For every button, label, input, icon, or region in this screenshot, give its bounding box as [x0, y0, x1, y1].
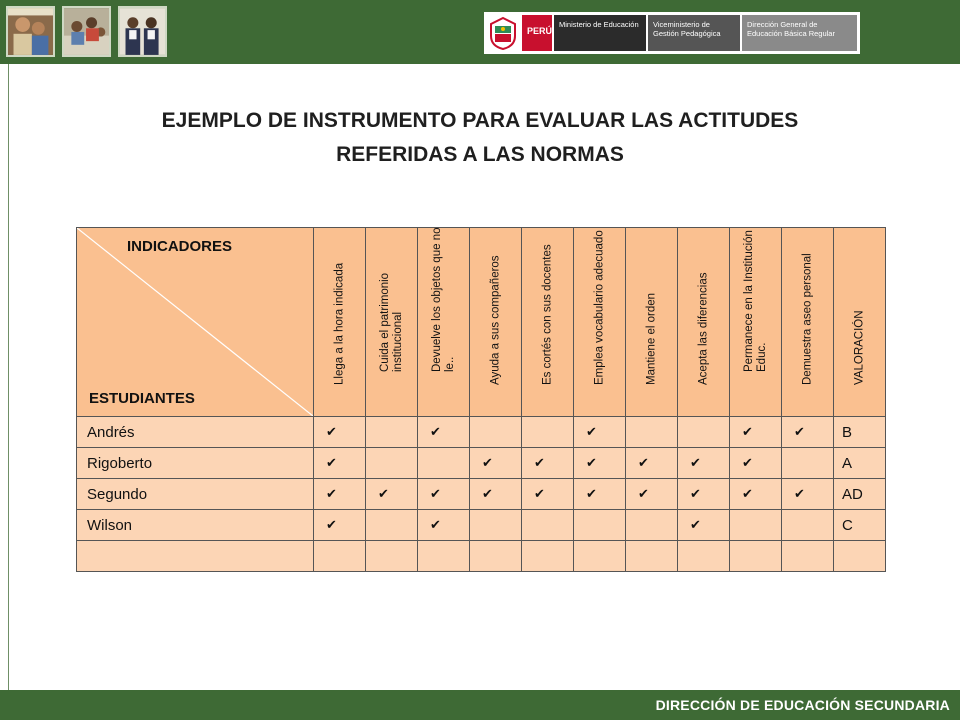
children-photo-3	[118, 6, 167, 57]
top-banner	[0, 0, 960, 64]
check-mark-icon: ✔	[678, 479, 730, 510]
empty-check-cell	[574, 541, 626, 572]
check-mark-icon: ✔	[314, 448, 366, 479]
empty-check-cell	[366, 417, 418, 448]
check-mark-icon: ✔	[730, 448, 782, 479]
title-line-1: EJEMPLO DE INSTRUMENTO PARA EVALUAR LAS ACTITUDES	[161, 109, 799, 132]
empty-check-cell	[626, 510, 678, 541]
footer-label: DIRECCIÓN DE EDUCACIÓN SECUNDARIA	[655, 697, 950, 713]
logo-ministerio-label: Ministerio de Educación	[554, 15, 646, 51]
empty-check-cell	[730, 541, 782, 572]
empty-check-cell	[626, 417, 678, 448]
ministry-logo	[484, 12, 860, 54]
indicator-header-1: Llega a la hora indicada	[314, 228, 366, 417]
empty-check-cell	[470, 541, 522, 572]
check-mark-icon: ✔	[574, 448, 626, 479]
empty-check-cell	[678, 417, 730, 448]
check-mark-icon: ✔	[314, 479, 366, 510]
student-name-cell: Wilson	[77, 510, 314, 541]
student-name-cell: Segundo	[77, 479, 314, 510]
check-mark-icon: ✔	[782, 479, 834, 510]
table-header-row	[77, 228, 886, 417]
check-mark-icon: ✔	[418, 479, 470, 510]
indicator-header-6: Emplea vocabulario adecuado	[574, 228, 626, 417]
check-mark-icon: ✔	[782, 417, 834, 448]
logo-peru-label: PERÚ	[522, 15, 552, 51]
estudiantes-label: ESTUDIANTES	[89, 390, 195, 407]
left-border-line	[8, 64, 9, 690]
indicator-header-8: Acepta las diferencias	[678, 228, 730, 417]
indicator-header-5: Es cortés con sus docentes	[522, 228, 574, 417]
table-row	[77, 510, 886, 541]
empty-check-cell	[418, 541, 470, 572]
empty-check-cell	[522, 541, 574, 572]
logo-viceministerio-label: Viceministerio de Gestión Pedagógica	[648, 15, 740, 51]
valoracion-cell	[834, 541, 886, 572]
evaluation-table	[76, 227, 886, 572]
empty-check-cell	[522, 510, 574, 541]
peru-seal-icon	[488, 16, 518, 50]
children-photo-2	[62, 6, 111, 57]
check-mark-icon: ✔	[470, 479, 522, 510]
empty-check-cell	[366, 541, 418, 572]
indicator-header-10: Demuestra aseo personal	[782, 228, 834, 417]
page-title	[60, 104, 900, 172]
valoracion-cell: C	[834, 510, 886, 541]
valoracion-cell: A	[834, 448, 886, 479]
children-photo-1	[6, 6, 55, 57]
diagonal-divider	[77, 228, 313, 416]
valoracion-cell: AD	[834, 479, 886, 510]
check-mark-icon: ✔	[574, 479, 626, 510]
empty-check-cell	[782, 541, 834, 572]
check-mark-icon: ✔	[418, 417, 470, 448]
valoracion-cell: B	[834, 417, 886, 448]
logo-direccion-label: Dirección General de Educación Básica Regular	[742, 15, 857, 51]
indicator-header-7: Mantiene el orden	[626, 228, 678, 417]
check-mark-icon: ✔	[574, 417, 626, 448]
check-mark-icon: ✔	[522, 479, 574, 510]
student-name-cell	[77, 541, 314, 572]
check-mark-icon: ✔	[314, 417, 366, 448]
check-mark-icon: ✔	[470, 448, 522, 479]
table-row	[77, 479, 886, 510]
indicator-header-9: Permanece en la Institución Educ.	[730, 228, 782, 417]
indicator-header-4: Ayuda a sus compañeros	[470, 228, 522, 417]
empty-check-cell	[522, 417, 574, 448]
indicator-header-3: Devuelve los objetos que no le..	[418, 228, 470, 417]
empty-check-cell	[366, 510, 418, 541]
check-mark-icon: ✔	[418, 510, 470, 541]
table-row	[77, 448, 886, 479]
indicadores-label: INDICADORES	[127, 238, 233, 255]
check-mark-icon: ✔	[366, 479, 418, 510]
check-mark-icon: ✔	[626, 448, 678, 479]
indicator-header-2: Cuida el patrimonio institucional	[366, 228, 418, 417]
valoracion-header: VALORACIÓN	[834, 228, 886, 417]
empty-check-cell	[730, 510, 782, 541]
student-name-cell: Andrés	[77, 417, 314, 448]
student-name-cell: Rigoberto	[77, 448, 314, 479]
check-mark-icon: ✔	[314, 510, 366, 541]
check-mark-icon: ✔	[730, 417, 782, 448]
table-row	[77, 417, 886, 448]
title-line-2: REFERIDAS A LAS NORMAS	[336, 143, 624, 166]
empty-check-cell	[418, 448, 470, 479]
empty-check-cell	[366, 448, 418, 479]
check-mark-icon: ✔	[678, 448, 730, 479]
check-mark-icon: ✔	[626, 479, 678, 510]
empty-check-cell	[626, 541, 678, 572]
empty-check-cell	[574, 510, 626, 541]
check-mark-icon: ✔	[678, 510, 730, 541]
table-row	[77, 541, 886, 572]
table-body	[77, 417, 886, 572]
footer-bar	[0, 690, 960, 720]
empty-check-cell	[678, 541, 730, 572]
check-mark-icon: ✔	[730, 479, 782, 510]
empty-check-cell	[314, 541, 366, 572]
check-mark-icon: ✔	[522, 448, 574, 479]
empty-check-cell	[470, 510, 522, 541]
empty-check-cell	[782, 510, 834, 541]
corner-header-cell	[77, 228, 314, 417]
empty-check-cell	[782, 448, 834, 479]
empty-check-cell	[470, 417, 522, 448]
